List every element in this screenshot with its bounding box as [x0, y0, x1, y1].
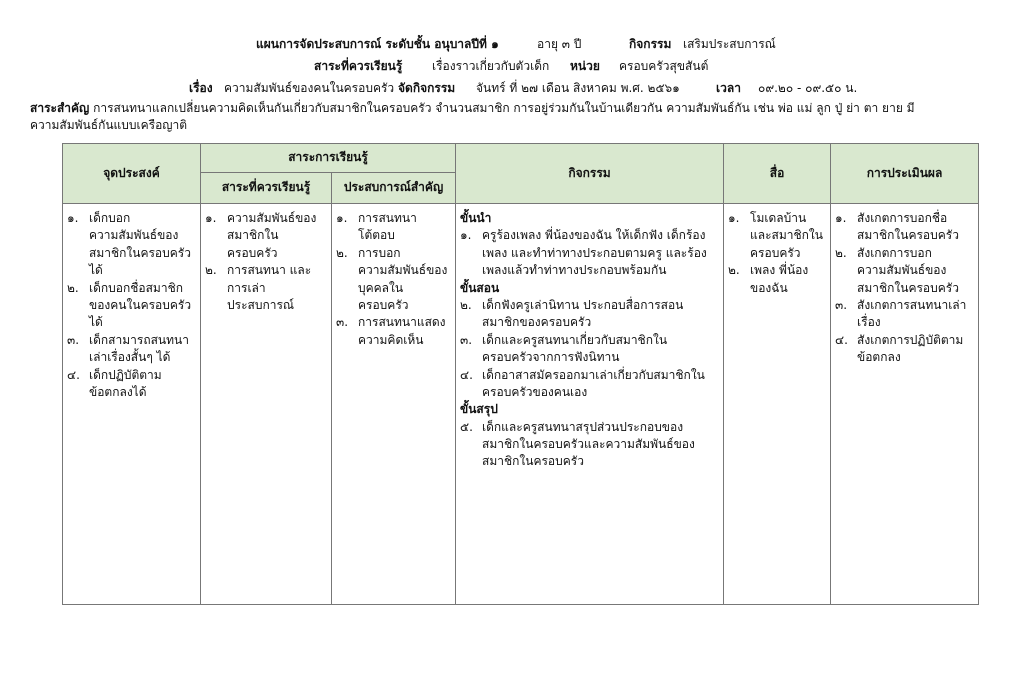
key-concept-line-2: ความสัมพันธ์กันแบบเครือญาติ	[30, 118, 188, 133]
topic-text: ความสัมพันธ์ของคนในครอบครัว	[224, 81, 395, 95]
content-label: สาระที่ควรเรียนรู้	[314, 59, 403, 73]
list-item: ๑. เด็กบอก ความสัมพันธ์ของ สมาชิกในครอบครัว ได้	[67, 211, 191, 278]
list-item: ๔. สังเกตการปฏิบัติตาม ข้อตกลง	[835, 332, 964, 365]
activity-type: เสริมประสบการณ์	[683, 37, 776, 51]
header-content: สาระที่ควรเรียนรู้	[201, 173, 332, 204]
list-item: ๕. เด็กและครูสนทนาสรุปส่วนประกอบของ สมาชิกในครอบครัวและความสัมพันธ์ของ สมาชิกในครอบครัว	[460, 419, 695, 469]
header-evaluation: การประเมินผล	[831, 144, 979, 204]
plan-table	[62, 143, 979, 605]
schedule-label: จัดกิจกรรม	[398, 81, 456, 95]
media-cell	[724, 204, 831, 605]
experience-cell	[332, 204, 456, 605]
activity-label: กิจกรรม	[629, 37, 672, 51]
objectives-cell	[63, 204, 201, 605]
age-text: อายุ ๓ ปี	[537, 37, 582, 51]
list-item: ๔. เด็กปฏิบัติตาม ข้อตกลงได้	[67, 367, 162, 399]
list-item: ๑. โมเดลบ้าน และสมาชิกใน ครอบครัว	[728, 211, 823, 260]
content-text: เรื่องราวเกี่ยวกับตัวเด็ก	[432, 59, 550, 73]
list-item: ๑. การสนทนา โต้ตอบ	[336, 211, 417, 243]
list-item: ๒. เด็กฟังครูเล่านิทาน ประกอบสื่อการสอน สมาชิกของครอบครัว	[460, 297, 684, 330]
key-concept-label: สาระสำคัญ	[30, 101, 90, 115]
header-experience: ประสบการณ์สำคัญ	[332, 173, 456, 204]
list-item: ๑. ครูร้องเพลง พี่น้องของฉัน ให้เด็กฟัง เด็กร้อง เพลง และทำท่าทางประกอบตามครู และร้อง เพลงแล้วทำท่าทางประกอบพร้อมกัน	[460, 228, 707, 278]
key-concept-line-1: การสนทนาแลกเปลี่ยนความคิดเห็นกันเกี่ยวกับสมาชิกในครอบครัว จำนวนสมาชิก การอยู่ร่วมกันในบ้านเดียวกัน ความสัมพันธ์กัน เช่น พ่อ แม่ ลูก ปู่ ย่า ตา ยาย มี	[93, 101, 915, 115]
list-item: ๑. สังเกตการบอกชื่อ สมาชิกในครอบครัว	[835, 211, 959, 243]
list-item: ๔. เด็กอาสาสมัครออกมาเล่าเกี่ยวกับสมาชิกใน ครอบครัวของคนเอง	[460, 367, 705, 399]
list-item: ๓. เด็กและครูสนทนาเกี่ยวกับสมาชิกใน ครอบครัวจากการฟังนิทาน	[460, 332, 668, 365]
list-item: ๒. สังเกตการบอก ความสัมพันธ์ของ สมาชิกในครอบครัว	[835, 245, 959, 295]
list-item: ๓. เด็กสามารถสนทนา เล่าเรื่องสั้นๆ ได้	[67, 332, 189, 365]
header-learning: สาระการเรียนรู้	[201, 144, 456, 173]
header-activity: กิจกรรม	[456, 144, 724, 204]
list-item: ๒. เด็กบอกชื่อสมาชิก ของคนในครอบครัว ได้	[67, 280, 192, 330]
list-item: ๒. การบอก ความสัมพันธ์ของ บุคคลใน ครอบครัว	[336, 245, 448, 312]
list-item: ๒. เพลง พี่น้อง ของฉัน	[728, 263, 809, 295]
list-item: ๒. การสนทนา และ การเล่า ประสบการณ์	[205, 263, 312, 312]
list-item: ๓. การสนทนาแสดง ความคิดเห็น	[336, 315, 446, 347]
header-media: สื่อ	[724, 144, 831, 204]
stage-title-intro: ขั้นนำ	[460, 211, 492, 225]
stage-title-conclude: ขั้นสรุป	[460, 402, 498, 417]
topic-label: เรื่อง	[189, 81, 213, 95]
unit-text: ครอบครัวสุขสันต์	[619, 59, 709, 73]
stage-title-teach: ขั้นสอน	[460, 280, 500, 295]
schedule-text: จันทร์ ที่ ๒๗ เดือน สิงหาคม พ.ศ. ๒๕๖๑	[476, 81, 680, 95]
evaluation-cell	[831, 204, 979, 605]
key-concept	[30, 100, 990, 135]
list-item: ๓. สังเกตการสนทนาเล่า เรื่อง	[835, 297, 967, 330]
unit-label: หน่วย	[570, 59, 600, 73]
time-label: เวลา	[716, 81, 741, 95]
time-text: ๐๙.๒๐ - ๐๙.๕๐ น.	[758, 81, 858, 95]
list-item: ๑. ความสัมพันธ์ของ สมาชิกใน ครอบครัว	[205, 211, 317, 260]
plan-title: แผนการจัดประสบการณ์ ระดับชั้น อนุบาลปีที่ ๑	[256, 37, 499, 51]
header-objectives: จุดประสงค์	[63, 144, 201, 204]
content-cell	[201, 204, 332, 605]
activity-cell	[456, 204, 724, 605]
